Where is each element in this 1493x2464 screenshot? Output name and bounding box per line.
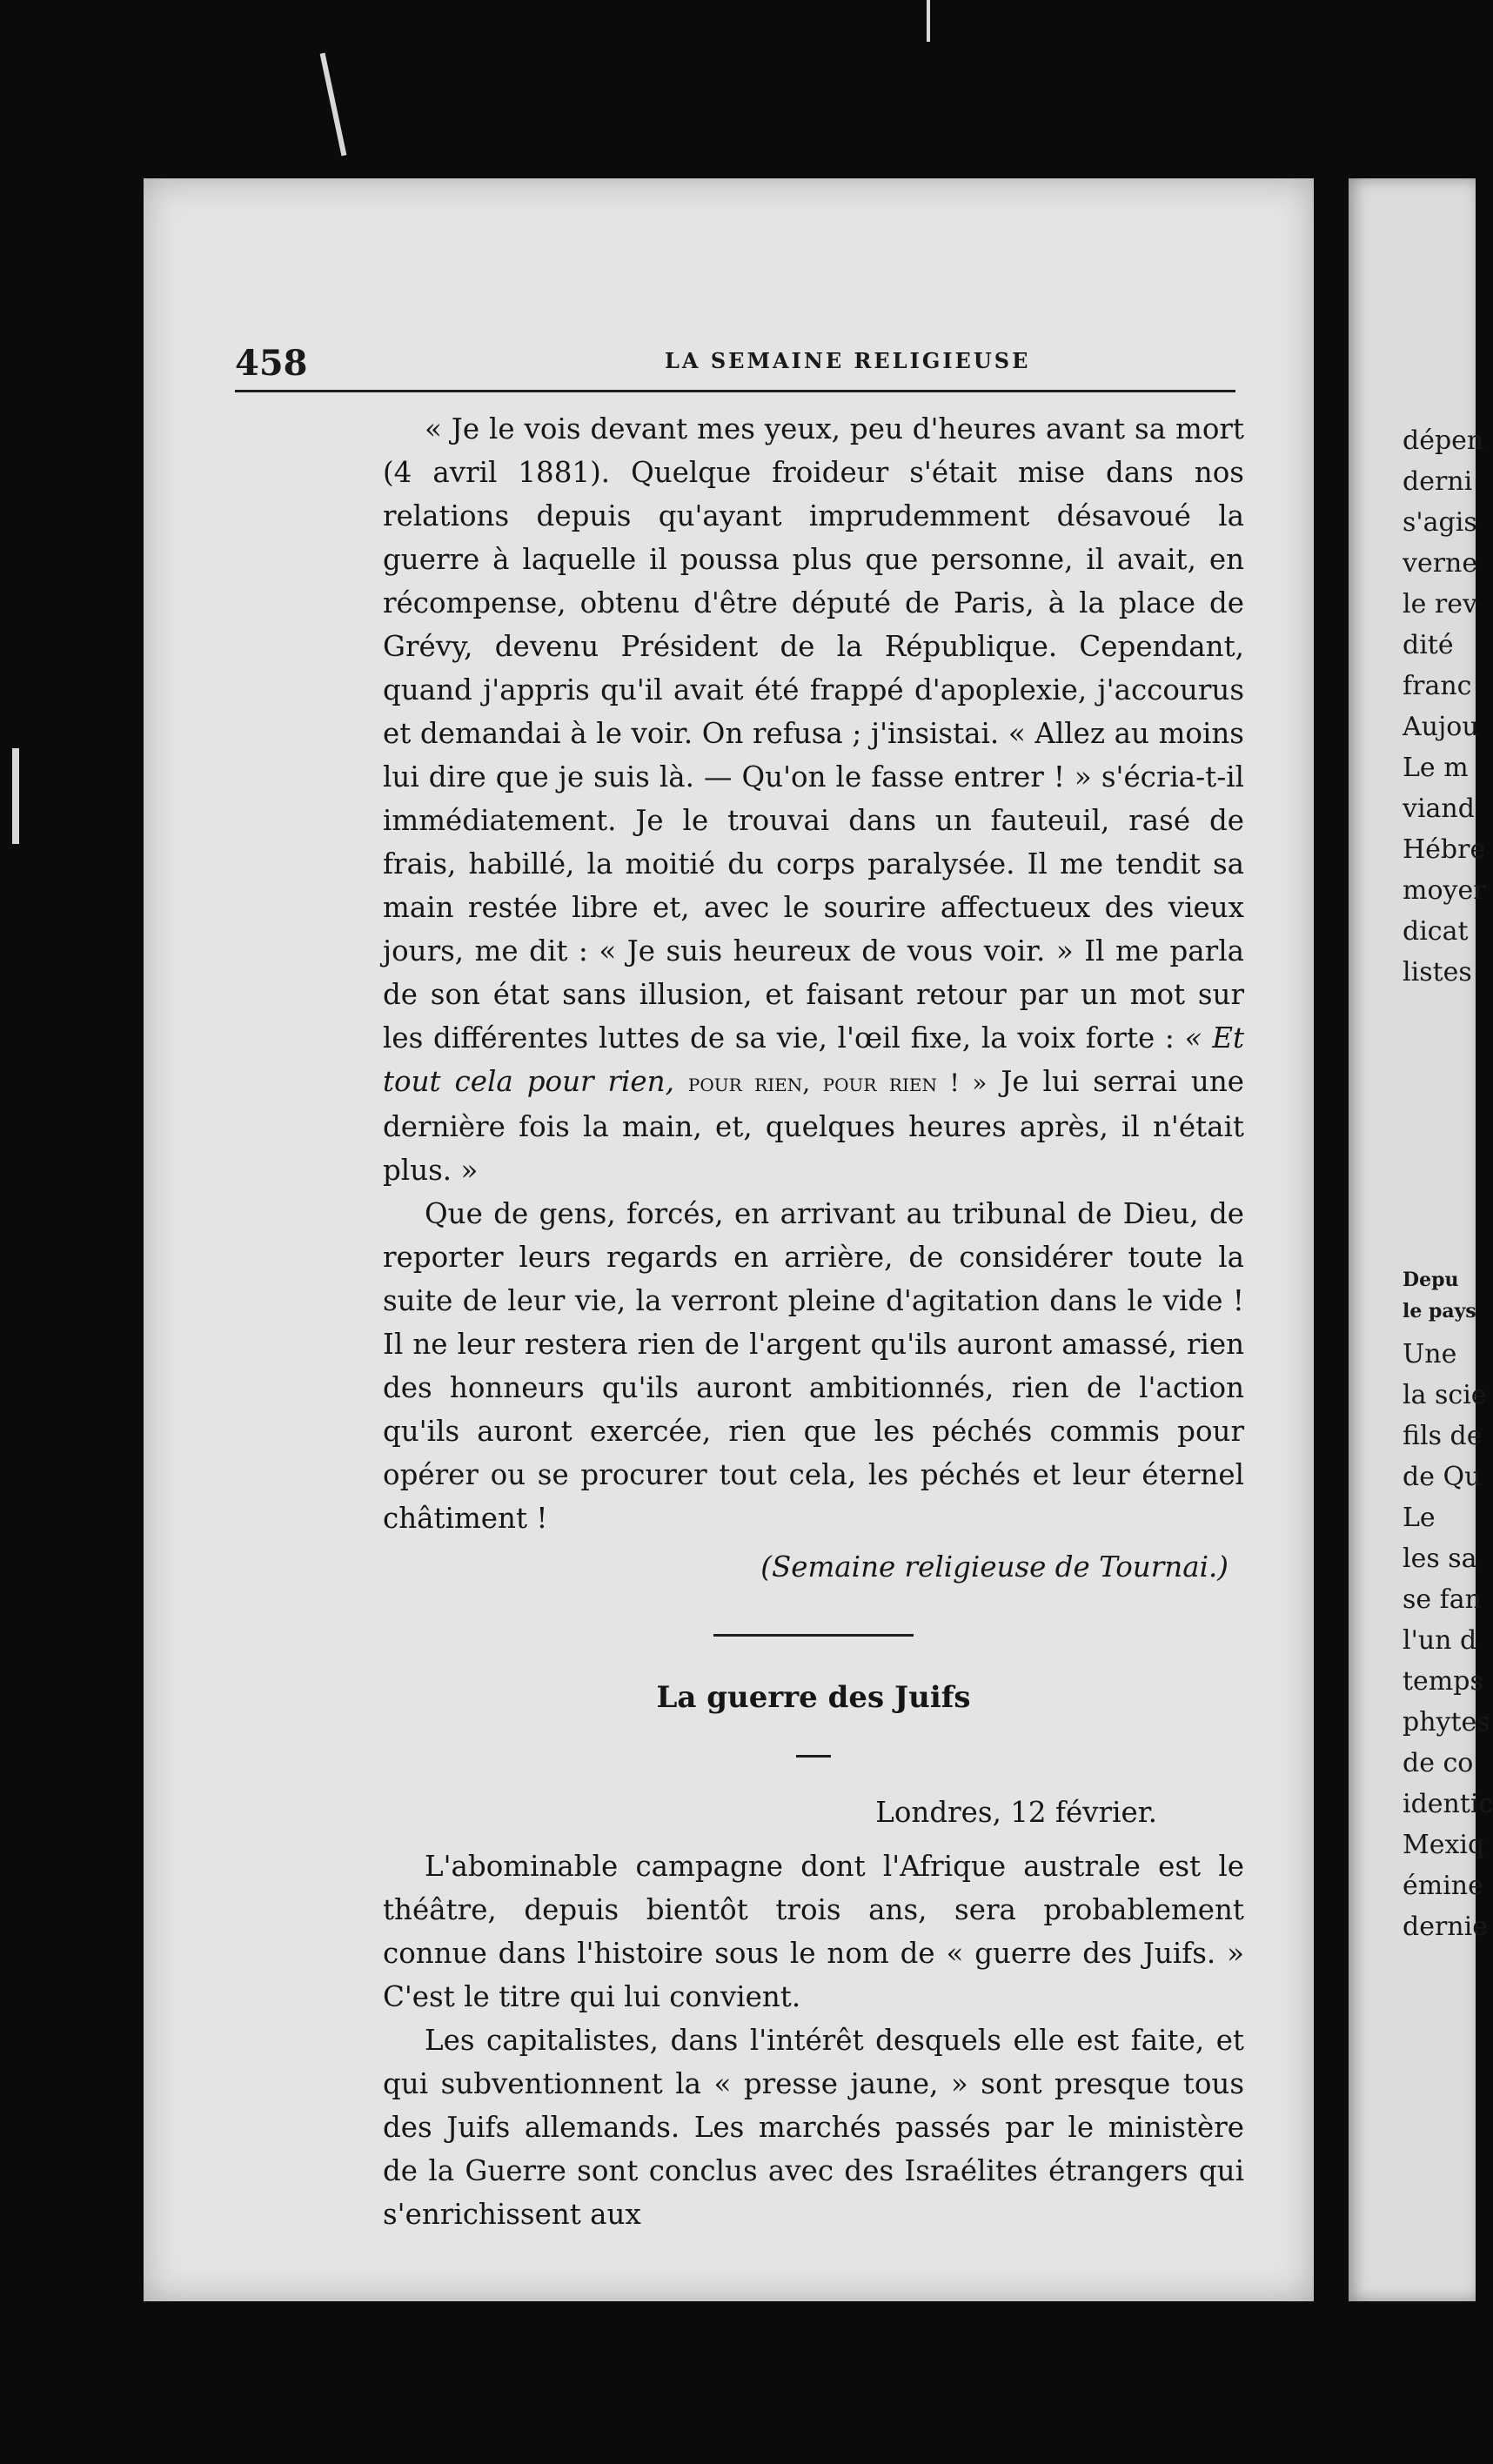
paragraph-text: Je lui serrai une dernière fois la main, et, quelques heures après, il n'était plus. » bbox=[383, 1065, 1244, 1187]
text-line: listes bbox=[1403, 957, 1472, 988]
text-line: derni bbox=[1403, 466, 1473, 497]
text-line: la scie bbox=[1403, 1380, 1487, 1410]
dateline: Londres, 12 février. bbox=[875, 1796, 1157, 1829]
paragraph: Les capitalistes, dans l'intérêt desquels elle est faite, et qui subventionnent la « presse jaune, » sont presque tous des Juifs allemands. Les marchés passés par le ministère de la Guerre sont conclus avec des Israélites étrangers qui s'enrichissent aux bbox=[383, 2024, 1244, 2231]
article-title: La guerre des Juifs bbox=[656, 1680, 971, 1715]
text-line: franc bbox=[1403, 671, 1472, 701]
text-line: dité bbox=[1403, 630, 1454, 660]
text-line: les sa bbox=[1403, 1543, 1477, 1574]
page-number: 458 bbox=[235, 343, 308, 384]
right-page-text bbox=[1403, 420, 1493, 1947]
page-header bbox=[235, 338, 1235, 392]
scan-dust-mark bbox=[927, 0, 930, 42]
text-line: viand bbox=[1403, 793, 1475, 824]
running-head: LA SEMAINE RELIGIEUSE bbox=[665, 348, 1031, 373]
text-line: le rev bbox=[1403, 589, 1477, 619]
text-line: Une bbox=[1403, 1339, 1457, 1369]
text-line: dernie bbox=[1403, 1912, 1488, 1942]
smallcaps-quote: pour rien, pour rien ! » bbox=[687, 1068, 988, 1097]
section-divider bbox=[713, 1634, 914, 1637]
text-line: Hébre bbox=[1403, 834, 1486, 865]
text-line: phytes bbox=[1403, 1707, 1490, 1738]
text-line: dicat bbox=[1403, 916, 1469, 947]
paragraph-text: « Je le vois devant mes yeux, peu d'heures avant sa mort (4 avril 1881). Quelque froideur s'était mise dans nos relations depuis qu'ayant imprudemment désavoué la guerre à laquelle il poussa plus que personne, il avait, en récompense, obtenu d'être député de Paris, à la place de Grévy, devenu Président de la République. Cependant, quand j'appris qu'il avait été frappé d'apoplexie, j'accourus et demandai à le voir. On refusa ; j'insistai. « Allez au moins lui dire que je suis là. — Qu'on le fasse entrer ! » s'écria-t-il immédiatement. Je le trouvai dans un fauteuil, rasé de frais, habillé, la moitié du corps paralysée. Il me tendit sa main restée libre et, avec le sourire affectueux des vieux jours, me dit : « Je suis heureux de vous voir. » Il me parla de son état sans illusion, et faisant retour par un mot sur les différentes luttes de sa vie, l'œil fixe, la voix forte : bbox=[383, 412, 1244, 1055]
text-line: Mexiq bbox=[1403, 1830, 1485, 1860]
scan-dust-mark bbox=[12, 748, 19, 844]
scan-dust-mark bbox=[320, 53, 347, 157]
text-line: de co bbox=[1403, 1748, 1474, 1778]
text-line: Depu bbox=[1403, 1269, 1459, 1291]
text-line: de Qu bbox=[1403, 1462, 1482, 1492]
title-dash bbox=[796, 1755, 831, 1758]
text-line: verne bbox=[1403, 548, 1478, 579]
text-line: le pays bbox=[1403, 1300, 1476, 1322]
text-line: Le m bbox=[1403, 753, 1469, 783]
text-line: s'agis bbox=[1403, 507, 1477, 538]
text-line: émine bbox=[1403, 1871, 1483, 1901]
text-line: temps bbox=[1403, 1666, 1483, 1697]
text-line: dépen bbox=[1403, 425, 1484, 456]
paragraph: L'abominable campagne dont l'Afrique australe est le théâtre, depuis bientôt trois ans, sera probablement connue dans l'histoire sous le nom de « guerre des Juifs. » C'est le titre qui lui convient. bbox=[383, 1850, 1244, 2013]
paragraph: Que de gens, forcés, en arrivant au tribunal de Dieu, de reporter leurs regards en arrière, de considérer toute la suite de leur vie, la verront pleine d'agitation dans le vide ! Il ne leur restera rien de l'argent qu'ils auront amassé, rien des honneurs qu'ils auront ambitionnés, rien de l'action qu'ils auront exercée, rien que les péchés commis pour opérer ou se procurer tout cela, les péchés et leur éternel châtiment ! bbox=[383, 1197, 1244, 1535]
text-line: se fan bbox=[1403, 1584, 1482, 1615]
text-line: fils de bbox=[1403, 1421, 1483, 1451]
body-text bbox=[383, 407, 1244, 2236]
text-line: Aujou bbox=[1403, 712, 1479, 742]
paragraph bbox=[383, 407, 1244, 1192]
italic-quote: « Et tout cela pour rien, bbox=[383, 1021, 1245, 1098]
text-line: identic bbox=[1403, 1789, 1493, 1819]
source-credit: (Semaine religieuse de Tournai.) bbox=[760, 1550, 1229, 1584]
text-line: l'un d bbox=[1403, 1625, 1477, 1656]
text-line: Le bbox=[1403, 1503, 1436, 1533]
text-line: moyer bbox=[1403, 875, 1486, 906]
